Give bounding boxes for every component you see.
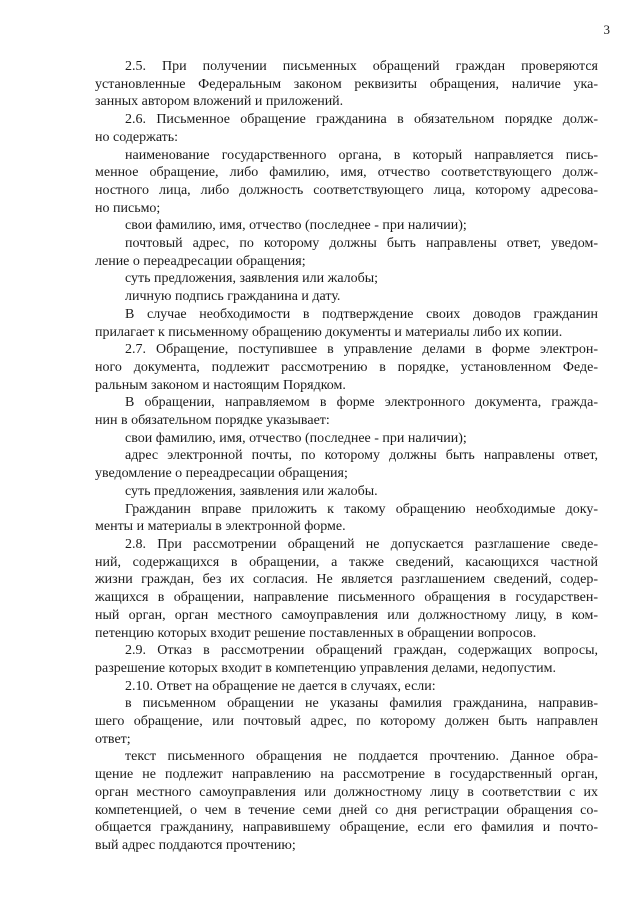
text-line: компетенцией, о чем в течение семи дней со дня регистрации обращения со-: [95, 802, 598, 818]
text-line: разрешение которых входит в компетенцию управления делами, недопустим.: [95, 660, 557, 676]
text-line: суть предложения, заявления или жалобы.: [125, 483, 378, 499]
text-line: свои фамилию, имя, отчество (последнее - при наличии);: [125, 218, 467, 234]
text-line: нин в обязательном порядке указывает:: [95, 413, 330, 429]
text-line: вый адрес поддаются прочтению;: [95, 837, 296, 853]
text-line: менты и материалы в электронной форме.: [95, 519, 346, 535]
text-line: текст письменного обращения не поддается прочтению. Данное обра-: [125, 749, 598, 765]
text-line: 2.5. При получении письменных обращений граждан проверяются: [125, 59, 598, 74]
page-number: 3: [603, 22, 610, 37]
text-line: жизни граждан, без их согласия. Не является разглашением сведений, содер-: [95, 572, 598, 588]
text-line: ний, содержащихся в обращении, а также сведений, касающихся частной: [95, 554, 598, 570]
text-line: личную подпись гражданина и дату.: [125, 289, 341, 305]
text-line: Гражданин вправе приложить к такому обращению необходимые доку-: [125, 501, 598, 517]
text-line: свои фамилию, имя, отчество (последнее - при наличии);: [125, 430, 467, 446]
text-line: но письмо;: [95, 200, 161, 216]
text-line: жащихся в обращении, направление письменного обращения в государствен-: [95, 590, 598, 606]
text-line: 2.6. Письменное обращение гражданина в обязательном порядке долж-: [125, 112, 598, 128]
text-line: установленные Федеральным законом реквизиты обращения, наличие ука-: [95, 76, 598, 92]
text-line: прилагает к письменному обращению документы и материалы либо их копии.: [95, 324, 563, 340]
text-line: орган местного самоуправления или должностному лицу в соответствии с их: [95, 784, 598, 800]
text-line: шего обращение, или почтовый адрес, по которому должен быть направлен: [95, 714, 598, 730]
text-line: менное обращение, либо фамилию, имя, отчество соответствующего долж-: [95, 165, 598, 181]
text-line: 2.7. Обращение, поступившее в управление делами в форме электрон-: [125, 342, 598, 358]
text-line: ральным законом и настоящим Порядком.: [95, 377, 346, 393]
text-line: суть предложения, заявления или жалобы;: [125, 271, 379, 287]
text-line: ный орган, орган местного самоуправления или должностному лицу, в ком-: [95, 607, 598, 623]
text-line: занных автором вложений и приложений.: [95, 94, 344, 110]
text-line: уведомление о переадресации обращения;: [95, 466, 348, 482]
text-line: в письменном обращении не указаны фамилия гражданина, направив-: [125, 696, 598, 712]
text-line: В обращении, направляемом в форме электронного документа, гражда-: [125, 395, 598, 411]
text-line: В случае необходимости в подтверждение своих доводов гражданин: [125, 306, 598, 322]
text-line: общается гражданину, направившему обращение, если его фамилия и почто-: [95, 820, 598, 836]
text-line: ответ;: [95, 731, 131, 747]
text-line: 2.9. Отказ в рассмотрении обращений граждан, содержащих вопросы,: [125, 643, 598, 659]
text-line: наименование государственного органа, в который направляется пись-: [125, 147, 598, 163]
text-line: петенцию которых входит решение поставленных в обращении вопросов.: [95, 625, 537, 641]
text-line: щение не подлежит направлению на рассмотрение в государственный орган,: [95, 767, 598, 783]
text-line: ного документа, подлежит рассмотрению в порядке, установленном Феде-: [95, 359, 598, 375]
text-line: 2.8. При рассмотрении обращений не допускается разглашение сведе-: [125, 536, 598, 552]
text-line: 2.10. Ответ на обращение не дается в случаях, если:: [125, 678, 436, 694]
text-line: ление о переадресации обращения;: [95, 253, 306, 269]
text-line: но содержать:: [95, 129, 179, 145]
text-line: адрес электронной почты, по которому должны быть направлены ответ,: [125, 448, 598, 464]
text-line: почтовый адрес, по которому должны быть направлены ответ, уведом-: [125, 236, 598, 252]
text-line: ностного лица, либо должность соответствующего лица, которому адресова-: [95, 182, 598, 198]
body-text: [95, 58, 598, 855]
